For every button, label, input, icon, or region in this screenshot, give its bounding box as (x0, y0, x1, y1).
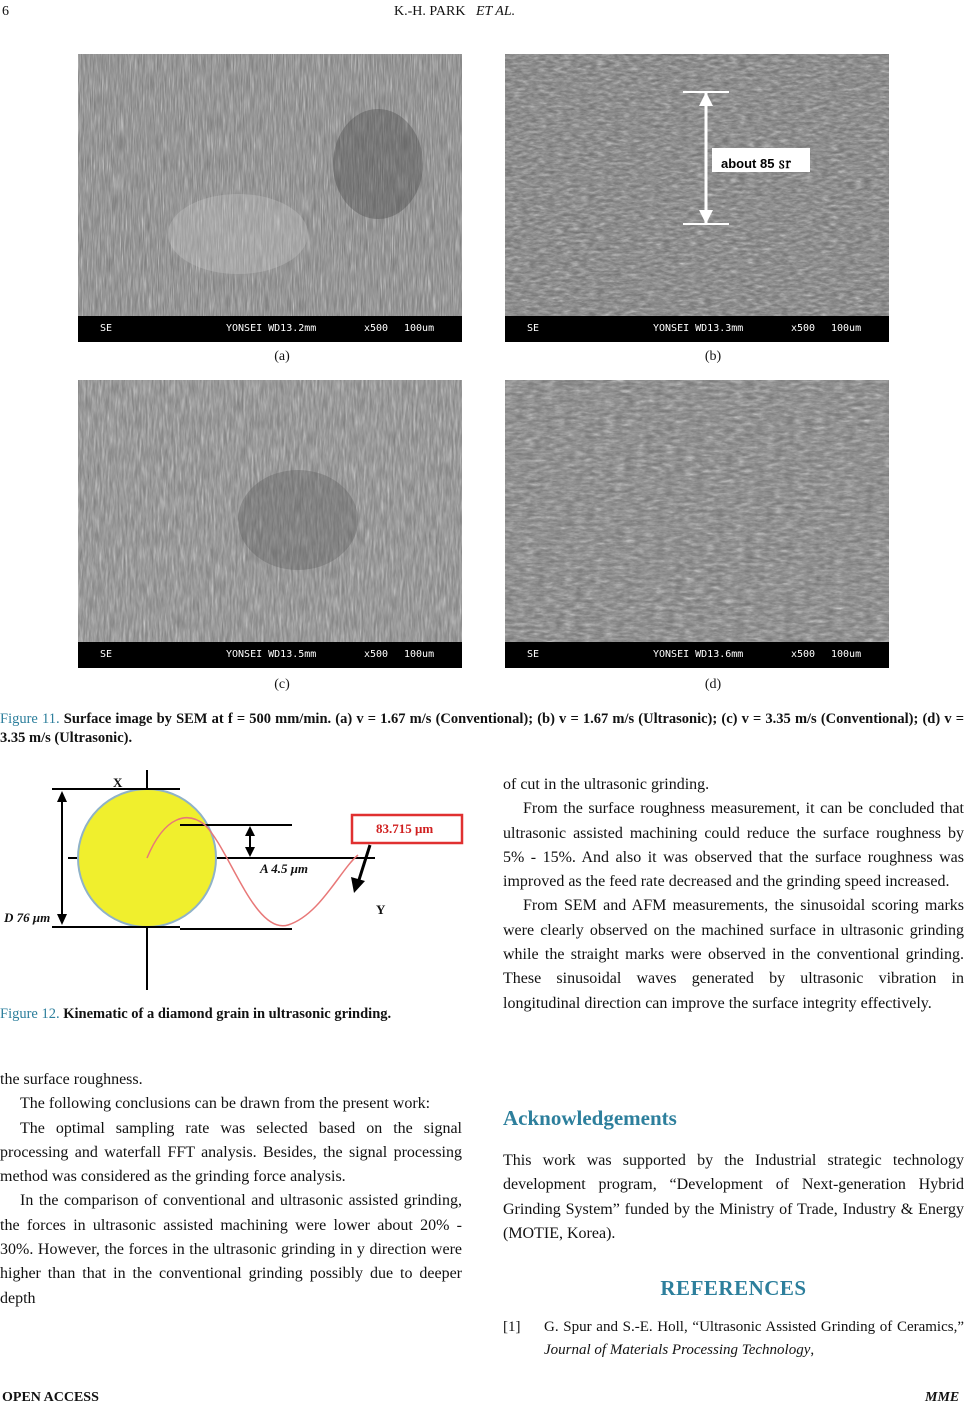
paragraph: The following conclusions can be drawn from the present work: (20, 1095, 431, 1113)
sem-info-bar-c (78, 642, 462, 668)
paragraph: the surface roughness. (0, 1071, 143, 1088)
sem-scale: 100um (831, 323, 862, 334)
sem-mode: SE (527, 649, 540, 660)
axis-y-label: Y (376, 902, 386, 917)
footer-open-access: OPEN ACCESS (2, 1390, 99, 1405)
sem-texture-d (505, 380, 889, 668)
axis-x-label: X (113, 775, 123, 790)
sem-info-bar-a (78, 316, 462, 342)
sem-image-b (505, 54, 889, 342)
sem-info-bar-b (505, 316, 889, 342)
right-column (503, 773, 964, 1016)
paragraph: From SEM and AFM measurements, the sinusoidal scoring marks were clearly observed on the machined surface in ultrasonic grinding while the straight marks were observed in the conventional grinding. These sinusoidal waves generated by ultrasonic vibration in longitudinal direction can improve the surface integrity effectively. (503, 897, 964, 1012)
callout-arrow-icon (351, 877, 365, 893)
paragraph: This work was supported by the Industrial strategic technology development program, “Development of Next-generation Hybrid Grinding System” funded by the Ministry of Trade, Industry & Energy (MOTIE, Korea). (503, 1152, 964, 1242)
acknowledgements-text (503, 1149, 964, 1246)
running-header (394, 4, 515, 20)
diameter-label: D 76 μm (4, 910, 51, 925)
acknowledgements-heading: Acknowledgements (503, 1106, 677, 1130)
reference-tail: , (810, 1342, 815, 1358)
sem-mode: SE (100, 649, 113, 660)
wavelength-label: 83.715 μm (376, 821, 434, 836)
running-header-et-al: ET AL. (475, 4, 516, 19)
reference-entry (544, 1316, 964, 1362)
figure-12-caption-text: Kinematic of a diamond grain in ultrasonic grinding. (63, 1006, 392, 1022)
sem-texture-c (78, 380, 462, 668)
sem-info: YONSEI WD13.2mm (226, 323, 317, 334)
figure-12-label: Figure 12. (0, 1006, 60, 1022)
sem-image-d (505, 380, 889, 668)
sem-image-c (78, 380, 462, 668)
paragraph: The optimal sampling rate was selected based on the signal processing and waterfall FFT analysis. Besides, the signal processing method was considered as the grinding force analysis. (0, 1119, 462, 1186)
figure-11-caption-text: Surface image by SEM at f = 500 mm/min. (a) v = 1.67 m/s (Conventional); (b) v = 1.67 m/s (Ultrasonic); (c) v = 3.35 m/s (Conventional); (d) v = 3.35 m/s (Ultrasonic). (0, 711, 964, 746)
reference-journal: Journal of Materials Processing Technology (544, 1342, 811, 1358)
subfigure-label-b: (b) (704, 349, 722, 364)
references-heading: REFERENCES (660, 1276, 807, 1300)
reference-authors-title: G. Spur and S.-E. Holl, “Ultrasonic Assisted Grinding of Ceramics,” (544, 1319, 964, 1335)
sem-info-bar-d (505, 642, 889, 668)
subfigure-label-c: (c) (274, 677, 290, 692)
subfigure-label-a: (a) (274, 349, 290, 364)
figure-11-caption (0, 710, 964, 748)
sem-magnification: x500 (791, 323, 816, 334)
reference-number: [1] (503, 1319, 521, 1335)
left-column (0, 1068, 462, 1311)
sem-scale: 100um (404, 649, 435, 660)
page-number: 6 (2, 4, 9, 19)
sem-magnification: x500 (791, 649, 816, 660)
figure-11-label: Figure 11. (0, 711, 60, 727)
sem-image-a (78, 54, 462, 342)
sem-scale: 100um (404, 323, 435, 334)
sem-mode: SE (100, 323, 113, 334)
sem-info: YONSEI WD13.3mm (653, 323, 744, 334)
running-header-authors: K.-H. PARK (394, 4, 466, 19)
sem-annotation: about 85 ㏛ (721, 156, 792, 171)
subfigure-label-d: (d) (704, 677, 722, 692)
sem-info: YONSEI WD13.5mm (226, 649, 317, 660)
paragraph: From the surface roughness measurement, it can be concluded that ultrasonic assisted machining could reduce the surface roughness by 5% - 15%. And also it was observed that the surface roughness was improved as the feed rate decreased and the grinding speed increased. (503, 800, 964, 891)
paragraph: of cut in the ultrasonic grinding. (503, 776, 710, 793)
sem-info: YONSEI WD13.6mm (653, 649, 744, 660)
sem-mode: SE (527, 323, 540, 334)
paragraph: In the comparison of conventional and ultrasonic assisted grinding, the forces in ultrasonic assisted machining were lower about 20% - 30%. However, the forces in the ultrasonic grinding in y direction were higher than that in the conventional grinding possibly due to deeper depth (0, 1192, 462, 1307)
figure-12-caption (0, 1005, 460, 1024)
sem-magnification: x500 (364, 649, 389, 660)
sem-scale: 100um (831, 649, 862, 660)
amplitude-label: A 4.5 μm (260, 861, 309, 876)
sem-magnification: x500 (364, 323, 389, 334)
sem-texture-a (78, 54, 462, 342)
figure-12-diagram (0, 765, 470, 995)
sem-texture-b (505, 54, 889, 342)
footer-journal: MME (925, 1390, 960, 1405)
